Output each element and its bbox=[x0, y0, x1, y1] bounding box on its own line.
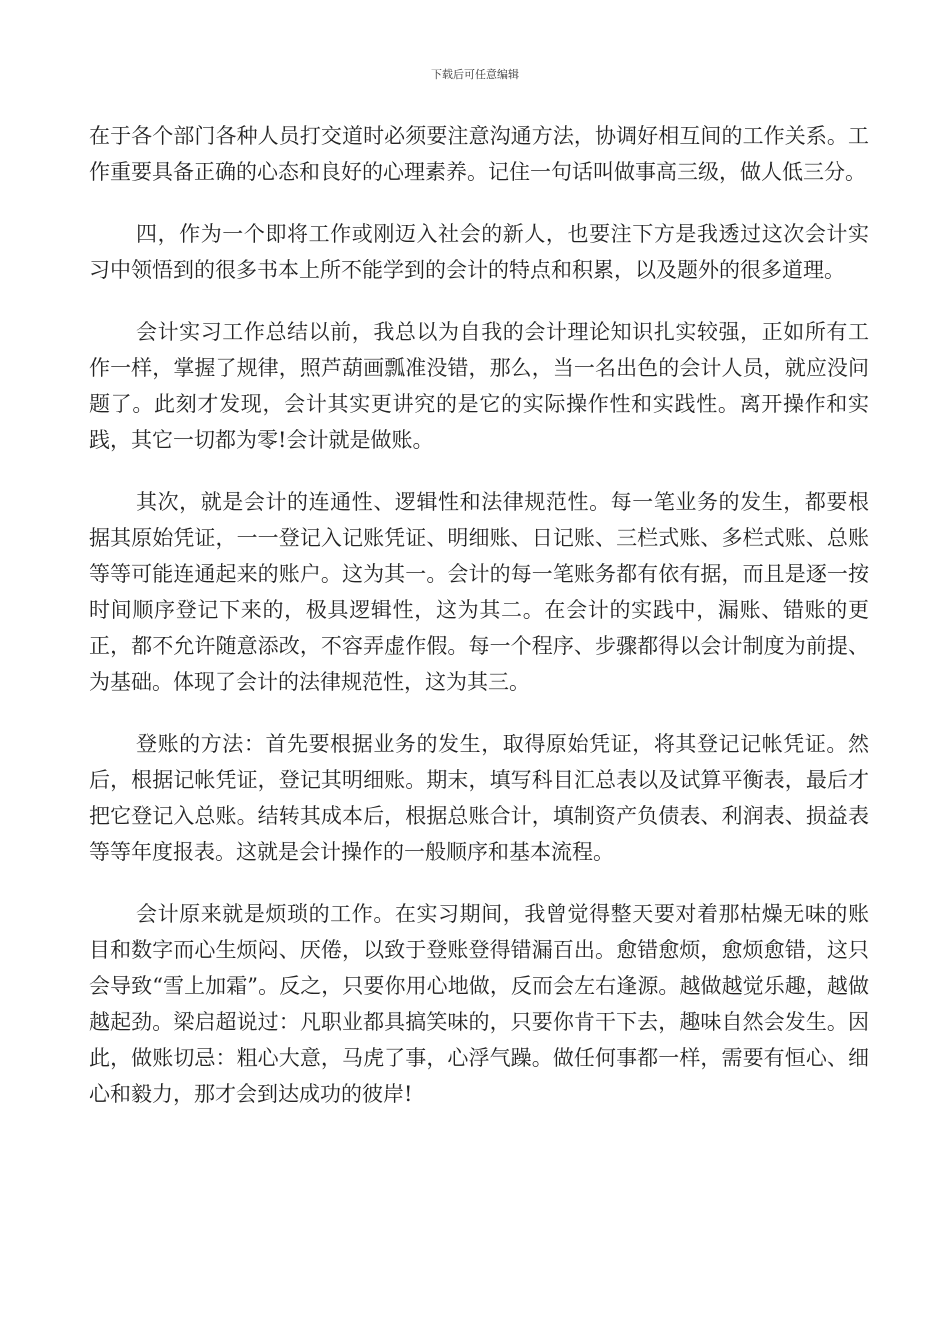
document-body bbox=[89, 118, 869, 1138]
paragraph-attitude: 会计原来就是烦琐的工作。在实习期间，我曾觉得整天要对着那枯燥无味的账目和数字而心生烦闷、厌倦，以致于登账登得错漏百出。愈错愈烦，愈烦愈错，这只会导致“雪上加霜”。反之，只要你用心地做，反而会左右逢源。越做越觉乐趣，越做越起劲。梁启超说过：凡职业都具搞笑味的，只要你肯干下去，趣味自然会发生。因此，做账切忌：粗心大意，马虎了事，心浮气躁。做任何事都一样，需要有恒心、细心和毅力，那才会到达成功的彼岸! bbox=[89, 902, 869, 1106]
page-header: 下载后可任意编辑 bbox=[431, 68, 519, 81]
paragraph-connectivity: 其次，就是会计的连通性、逻辑性和法律规范性。每一笔业务的发生，都要根据其原始凭证，一一登记入记账凭证、明细账、日记账、三栏式账、多栏式账、总账等等可能连通起来的账户。这为其一。会计的每一笔账务都有依有据，而且是逐一按时间顺序登记下来的，极具逻辑性，这为其二。在会计的实践中，漏账、错账的更正，都不允许随意添改，不容弄虚作假。每一个程序、步骤都得以会计制度为前提、为基础。体现了会计的法律规范性，这为其三。 bbox=[89, 490, 869, 694]
paragraph-summary: 会计实习工作总结以前，我总以为自我的会计理论知识扎实较强，正如所有工作一样，掌握了规律，照芦葫画瓢准没错，那么，当一名出色的会计人员，就应没问题了。此刻才发现，会计其实更讲究的是它的实际操作性和实践性。离开操作和实践，其它一切都为零!会计就是做账。 bbox=[89, 320, 869, 452]
paragraph-four: 四，作为一个即将工作或刚迈入社会的新人，也要注下方是我透过这次会计实习中领悟到的很多书本上所不能学到的会计的特点和积累，以及题外的很多道理。 bbox=[89, 222, 869, 282]
paragraph-continuation: 在于各个部门各种人员打交道时必须要注意沟通方法，协调好相互间的工作关系。工作重要具备正确的心态和良好的心理素养。记住一句话叫做事高三级，做人低三分。 bbox=[89, 124, 869, 184]
paragraph-method: 登账的方法：首先要根据业务的发生，取得原始凭证，将其登记记帐凭证。然后，根据记帐凭证，登记其明细账。期末，填写科目汇总表以及试算平衡表，最后才把它登记入总账。结转其成本后，根据总账合计，填制资产负债表、利润表、损益表等等年度报表。这就是会计操作的一般顺序和基本流程。 bbox=[89, 732, 869, 864]
